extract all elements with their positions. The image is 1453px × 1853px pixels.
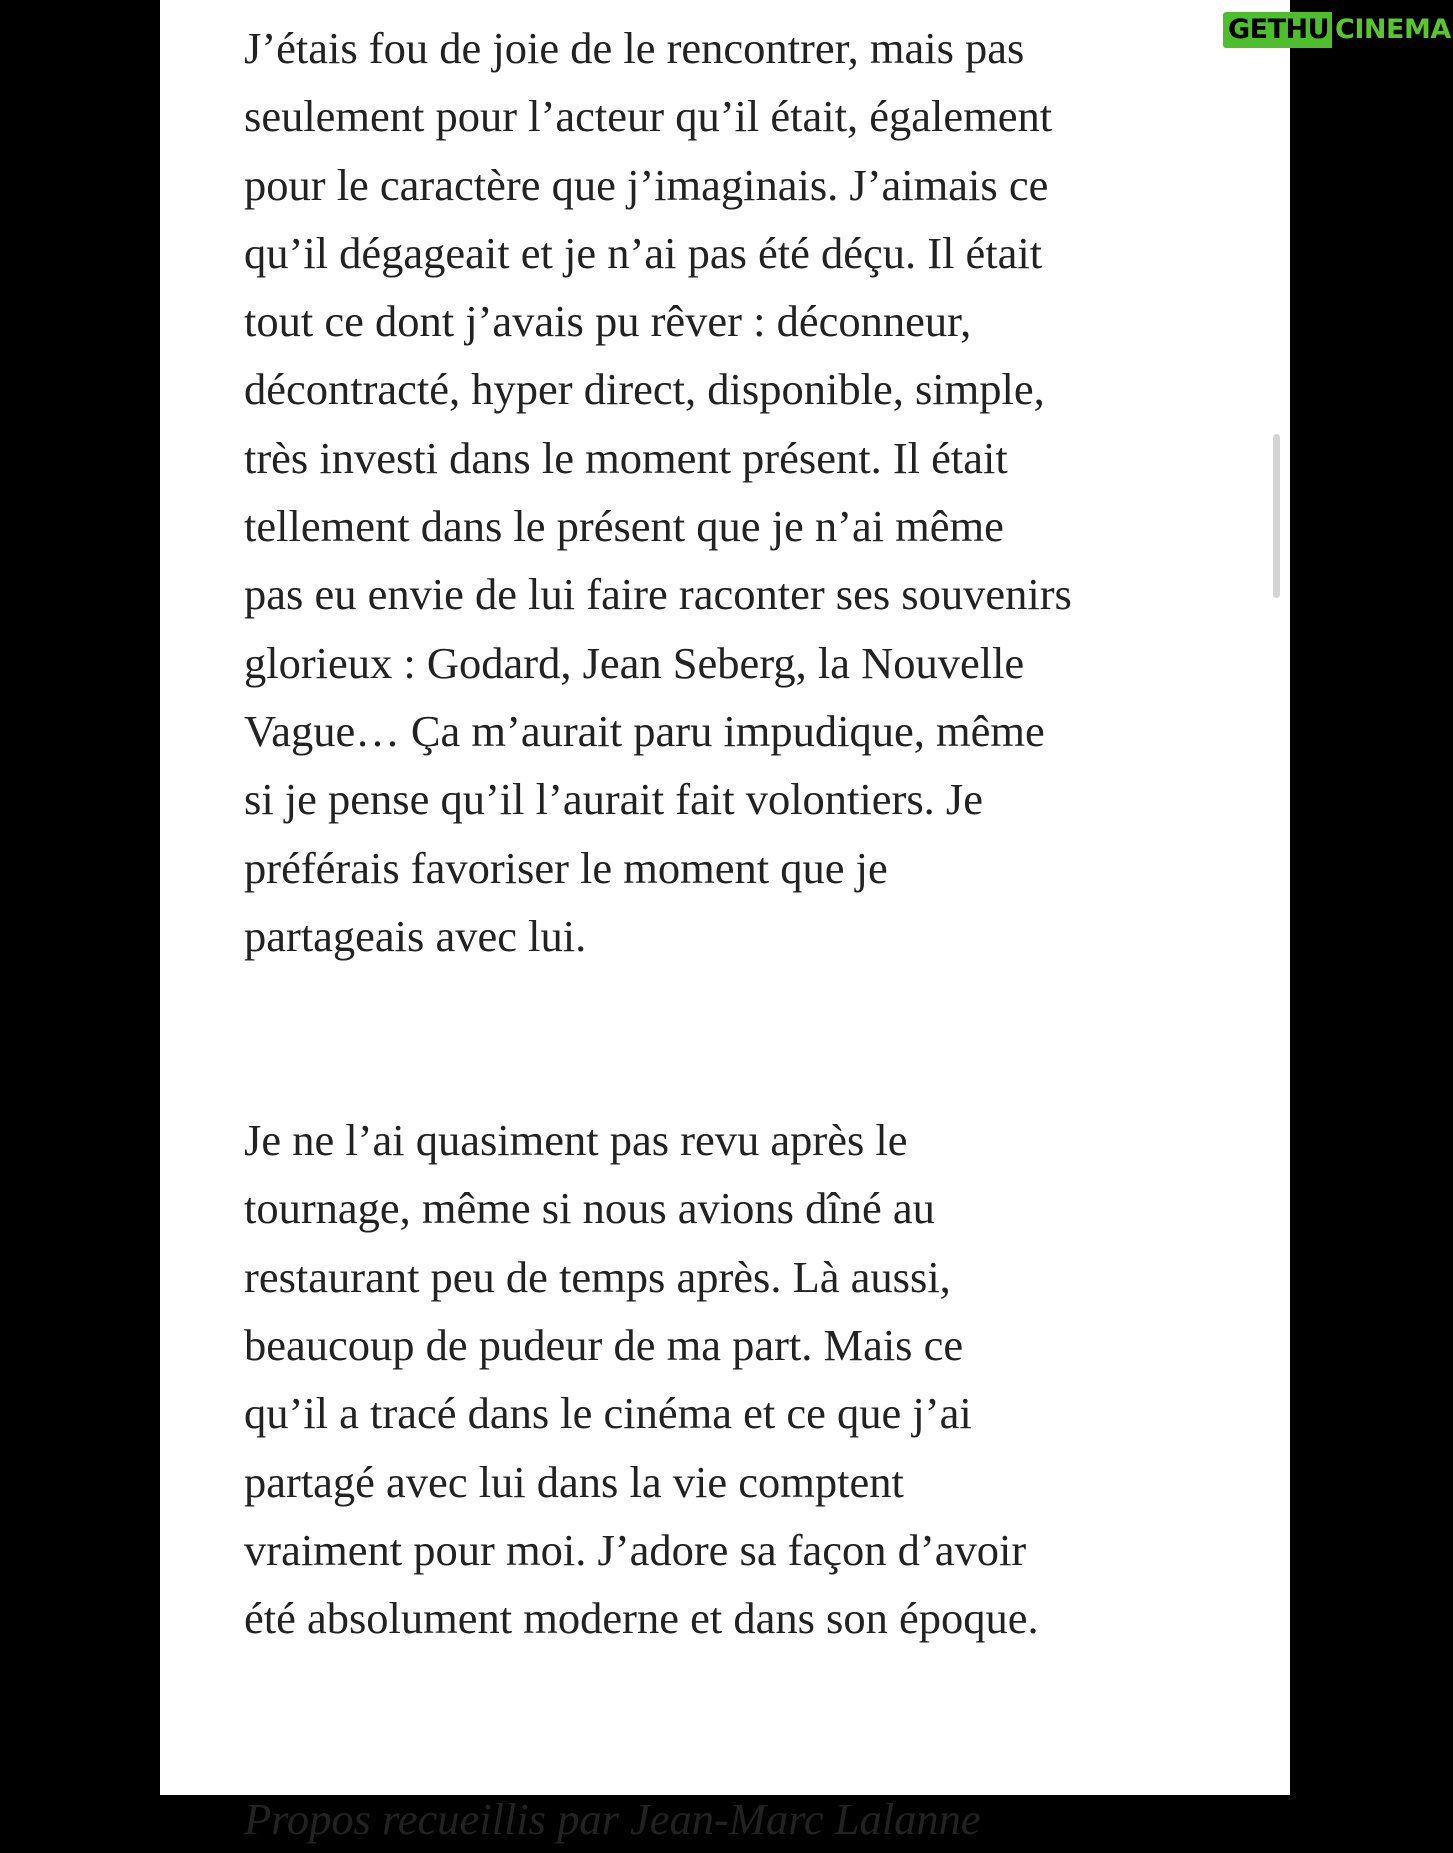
text-line: pour le caractère que j’imaginais. J’aimais ce [244,159,1049,210]
text-line: décontracté, hyper direct, disponible, simple, [244,364,1045,415]
text-line: restaurant peu de temps après. Là aussi, [244,1251,951,1302]
text-line: partagé avec lui dans la vie comptent [244,1456,904,1507]
text-line: tournage, même si nous avions dîné au [244,1183,935,1234]
watermark-part-2: CINEMA [1332,12,1453,48]
paragraph-2 [244,1106,1244,1652]
text-line: J’étais fou de joie de le rencontrer, mais pas [244,23,1025,73]
scrollbar-thumb[interactable] [1273,434,1280,598]
text-line: tout ce dont j’avais pu rêver : déconneur, [244,296,972,347]
text-line: très investi dans le moment présent. Il était [244,432,1008,483]
text-line: Je ne l’ai quasiment pas revu après le [244,1115,908,1166]
text-line: tellement dans le présent que je n’ai même [244,501,1004,552]
text-line: Vague… Ça m’aurait paru impudique, même [244,705,1045,756]
text-line: beaucoup de pudeur de ma part. Mais ce [244,1320,964,1371]
paragraph-1 [244,14,1244,970]
text-line: glorieux : Godard, Jean Seberg, la Nouvelle [244,637,1025,688]
text-line: partageais avec lui. [244,910,587,961]
article-page[interactable] [160,0,1290,1844]
article-body [244,14,1244,1853]
channel-watermark-logo [1223,12,1453,48]
interview-credit: Propos recueillis par Jean-Marc Lalanne [244,1793,981,1844]
text-line: préférais favoriser le moment que je [244,842,888,893]
text-line: seulement pour l’acteur qu’il était, également [244,91,1053,142]
text-line: qu’il a tracé dans le cinéma et ce que j’ai [244,1388,972,1439]
text-line: si je pense qu’il l’aurait fait volontiers. Je [244,774,983,825]
text-line: été absolument moderne et dans son époque. [244,1593,1039,1644]
text-line: pas eu envie de lui faire raconter ses souvenirs [244,569,1072,620]
watermark-part-1: GETHU [1223,12,1332,48]
text-line: vraiment pour moi. J’adore sa façon d’avoir [244,1524,1027,1575]
text-line: qu’il dégageait et je n’ai pas été déçu. Il était [244,227,1043,278]
